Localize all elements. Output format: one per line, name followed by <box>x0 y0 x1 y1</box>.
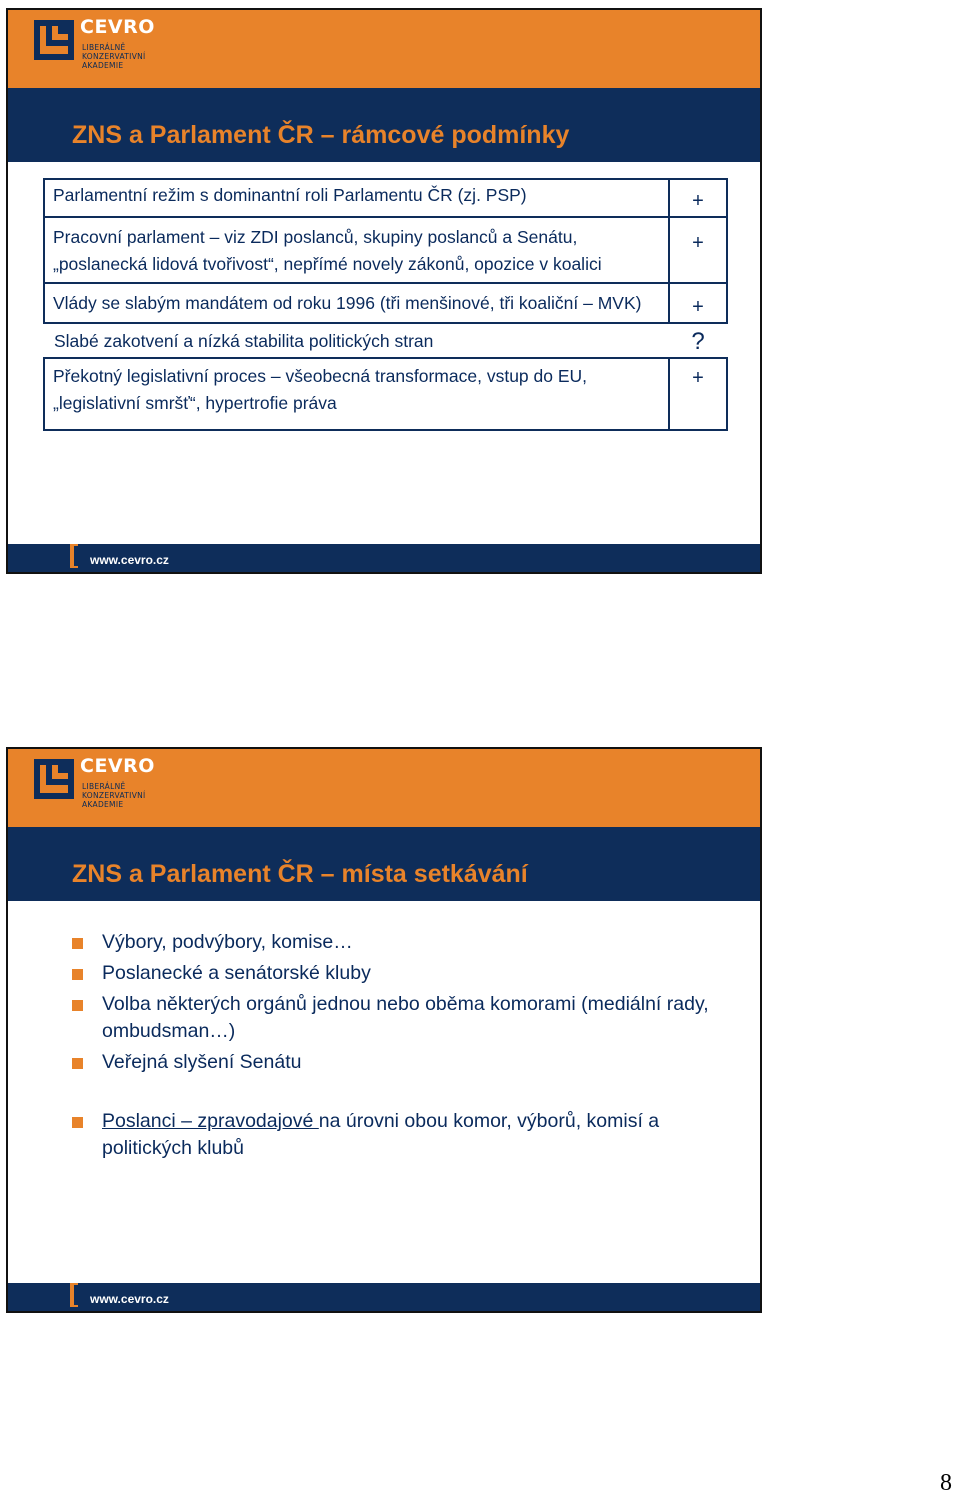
square-bullet-icon <box>72 1000 83 1011</box>
list-item: Volba některých orgánů jednou nebo oběma komorami (mediální rady, ombudsman…) <box>72 991 722 1045</box>
underlined-phrase: Poslanci – zpravodajové <box>102 1110 319 1132</box>
row-text: Slabé zakotvení a nízká stabilita politických stran <box>54 331 434 351</box>
row-mark: + <box>669 283 727 323</box>
row-text: Překotný legislativní proces – všeobecná transformace, vstup do EU, „legislativní smršť“, hypertrofie práva <box>44 358 669 430</box>
logo-subtitle: LIBERÁLNĚ KONZERVATIVNÍ AKADEMIE <box>82 43 146 70</box>
list-item: Poslanci – zpravodajové na úrovni obou komor, výborů, komisí a politických klubů <box>72 1108 722 1162</box>
row-mark: ? <box>691 328 705 355</box>
row-mark: + <box>669 358 727 430</box>
row-text: Parlamentní režim s dominantní roli Parlamentu ČR (zj. PSP) <box>44 179 669 217</box>
square-bullet-icon <box>72 969 83 980</box>
slide-ramcove-podminky <box>6 8 762 574</box>
title-band <box>8 88 760 162</box>
table-row <box>44 217 727 283</box>
cevro-logo-icon <box>34 20 74 60</box>
list-item: Výbory, podvýbory, komise… <box>72 929 722 956</box>
slide-mista-setkavani <box>6 747 762 1313</box>
logo-name: CEVRO <box>80 755 155 777</box>
square-bullet-icon <box>72 1117 83 1128</box>
footer-url[interactable]: www.cevro.cz <box>90 1292 169 1306</box>
title-band <box>8 827 760 901</box>
slide-title: ZNS a Parlament ČR – rámcové podmínky <box>72 121 570 149</box>
row-text: Vlády se slabým mandátem od roku 1996 (tři menšinové, tři koaliční – MVK) <box>44 283 669 323</box>
row-text: Pracovní parlament – viz ZDI poslanců, skupiny poslanců a Senátu, „poslanecká lidová tvořivost“, nepřímé novely zákonů, opozice v koalici <box>44 217 669 283</box>
footer-bar <box>8 1283 760 1311</box>
row-mark: + <box>669 217 727 283</box>
footer-bar <box>8 544 760 572</box>
bullet-list <box>72 929 722 1166</box>
square-bullet-icon <box>72 1058 83 1069</box>
bracket-icon <box>70 544 78 568</box>
logo-subtitle: LIBERÁLNĚ KONZERVATIVNÍ AKADEMIE <box>82 782 146 809</box>
cevro-logo-icon <box>34 759 74 799</box>
header-band <box>8 10 760 88</box>
table-row <box>44 358 727 430</box>
table-row <box>44 179 727 217</box>
table-row <box>44 283 727 323</box>
slide-title: ZNS a Parlament ČR – místa setkávání <box>72 860 528 888</box>
list-item: Poslanecké a senátorské kluby <box>72 960 722 987</box>
conditions-table <box>43 178 728 431</box>
list-item: Veřejná slyšení Senátu <box>72 1049 722 1076</box>
table-row <box>44 323 727 358</box>
footer-url[interactable]: www.cevro.cz <box>90 553 169 567</box>
row-mark: + <box>669 179 727 217</box>
header-band <box>8 749 760 827</box>
page-number: 8 <box>940 1470 952 1496</box>
logo-name: CEVRO <box>80 16 155 38</box>
square-bullet-icon <box>72 938 83 949</box>
bracket-icon <box>70 1283 78 1307</box>
